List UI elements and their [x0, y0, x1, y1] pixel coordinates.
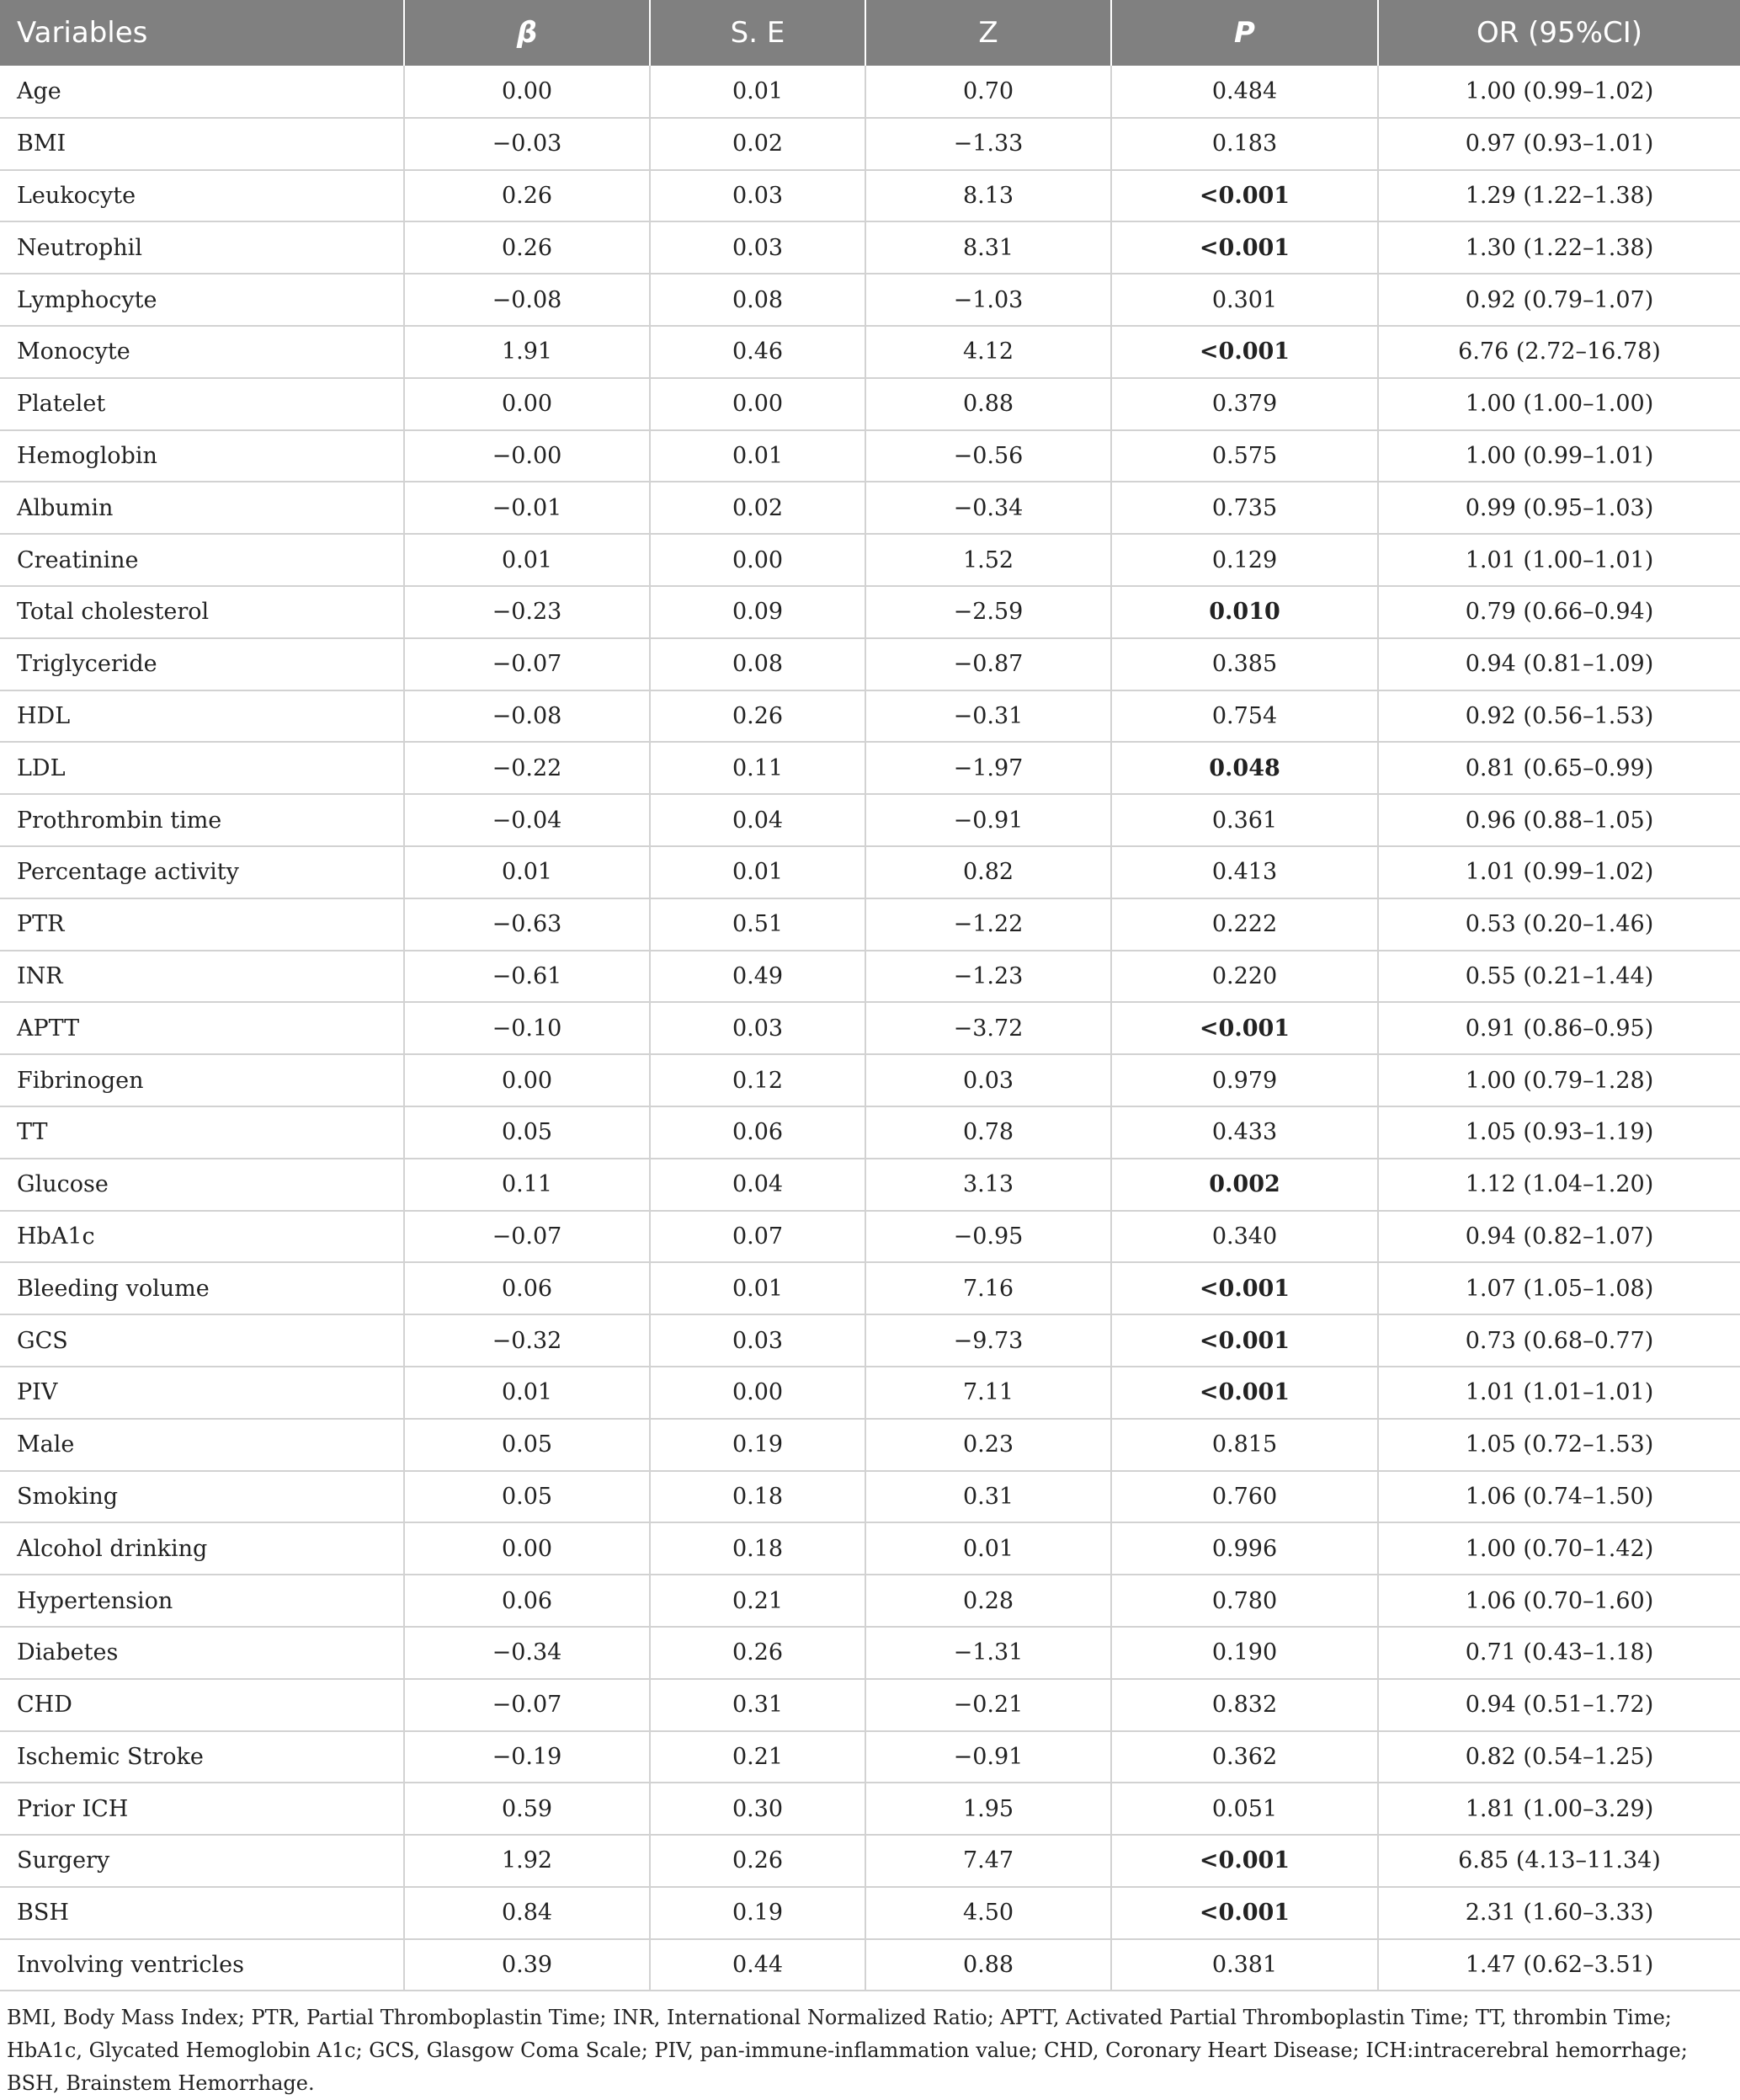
cell-or: 1.05 (0.93–1.19) [1378, 1106, 1740, 1159]
cell-se: 0.07 [650, 1211, 865, 1263]
cell-or: 0.92 (0.56–1.53) [1378, 690, 1740, 743]
table-row [0, 1002, 1740, 1054]
table-row [0, 482, 1740, 534]
cell-se: 0.12 [650, 1054, 865, 1106]
cell-or: 1.06 (0.74–1.50) [1378, 1471, 1740, 1523]
cell-se: 0.26 [650, 690, 865, 743]
cell-variable: PIV [0, 1367, 404, 1419]
cell-or: 1.00 (1.00–1.00) [1378, 378, 1740, 430]
cell-variable: Prior ICH [0, 1783, 404, 1835]
table-row [0, 1471, 1740, 1523]
cell-se: 0.44 [650, 1939, 865, 1991]
cell-se: 0.19 [650, 1419, 865, 1471]
cell-or: 0.73 (0.68–0.77) [1378, 1314, 1740, 1367]
cell-beta: −0.07 [404, 1211, 650, 1263]
cell-p: 0.832 [1111, 1679, 1378, 1731]
cell-z: 0.23 [865, 1419, 1111, 1471]
cell-p: 0.220 [1111, 951, 1378, 1003]
cell-or: 6.76 (2.72–16.78) [1378, 326, 1740, 378]
cell-variable: HDL [0, 690, 404, 743]
cell-variable: HbA1c [0, 1211, 404, 1263]
cell-se: 0.18 [650, 1522, 865, 1575]
cell-p: 0.780 [1111, 1575, 1378, 1627]
cell-or: 0.71 (0.43–1.18) [1378, 1627, 1740, 1679]
cell-or: 1.00 (0.99–1.01) [1378, 430, 1740, 482]
cell-z: 0.78 [865, 1106, 1111, 1159]
cell-p: 0.048 [1111, 742, 1378, 794]
cell-variable: INR [0, 951, 404, 1003]
cell-z: −3.72 [865, 1002, 1111, 1054]
cell-se: 0.51 [650, 898, 865, 951]
cell-p: 0.735 [1111, 482, 1378, 534]
cell-se: 0.02 [650, 118, 865, 170]
cell-z: 7.47 [865, 1835, 1111, 1887]
cell-variable: Total cholesterol [0, 586, 404, 638]
table-row [0, 1835, 1740, 1887]
cell-se: 0.21 [650, 1575, 865, 1627]
header-row [0, 0, 1740, 66]
table-row [0, 846, 1740, 898]
cell-beta: 0.05 [404, 1471, 650, 1523]
cell-or: 1.01 (1.01–1.01) [1378, 1367, 1740, 1419]
cell-z: 4.50 [865, 1887, 1111, 1939]
cell-variable: Neutrophil [0, 221, 404, 274]
table-row [0, 1887, 1740, 1939]
table-row [0, 534, 1740, 586]
cell-beta: 0.39 [404, 1939, 650, 1991]
cell-beta: 0.00 [404, 378, 650, 430]
cell-or: 0.53 (0.20–1.46) [1378, 898, 1740, 951]
cell-beta: 0.00 [404, 1522, 650, 1575]
table-row [0, 1262, 1740, 1314]
cell-p: <0.001 [1111, 170, 1378, 222]
cell-beta: 0.26 [404, 221, 650, 274]
cell-or: 1.12 (1.04–1.20) [1378, 1159, 1740, 1211]
table-row [0, 118, 1740, 170]
cell-z: −9.73 [865, 1314, 1111, 1367]
cell-z: −0.34 [865, 482, 1111, 534]
cell-variable: GCS [0, 1314, 404, 1367]
cell-se: 0.18 [650, 1471, 865, 1523]
cell-p: <0.001 [1111, 1262, 1378, 1314]
cell-or: 6.85 (4.13–11.34) [1378, 1835, 1740, 1887]
cell-se: 0.30 [650, 1783, 865, 1835]
cell-p: 0.362 [1111, 1731, 1378, 1783]
cell-p: 0.190 [1111, 1627, 1378, 1679]
cell-beta: 0.01 [404, 846, 650, 898]
cell-z: 0.88 [865, 1939, 1111, 1991]
header-p: P [1111, 0, 1378, 66]
table-row [0, 1106, 1740, 1159]
cell-p: <0.001 [1111, 1835, 1378, 1887]
table-row [0, 326, 1740, 378]
cell-beta: −0.04 [404, 794, 650, 846]
cell-z: −1.22 [865, 898, 1111, 951]
cell-variable: Triglyceride [0, 638, 404, 690]
cell-z: −0.21 [865, 1679, 1111, 1731]
cell-or: 0.55 (0.21–1.44) [1378, 951, 1740, 1003]
table-row [0, 274, 1740, 326]
table-row [0, 66, 1740, 118]
cell-se: 0.01 [650, 846, 865, 898]
cell-p: <0.001 [1111, 1002, 1378, 1054]
table-row [0, 898, 1740, 951]
cell-or: 0.94 (0.51–1.72) [1378, 1679, 1740, 1731]
table-footnote: BMI, Body Mass Index; PTR, Partial Thromboplastin Time; INR, International Normalized Ratio; APTT, Activated Partial Thromboplastin Time; TT, thrombin Time; HbA1c, Glycated Hemoglobin A1c; GCS, Glasgow Coma Scale; PIV, pan-immune-inflammation value; CHD, Coronary Heart Disease; ICH:intracerebral hemorrhage; BSH, Brainstem Hemorrhage. [7, 2006, 1688, 2096]
cell-beta: −0.08 [404, 690, 650, 743]
cell-p: <0.001 [1111, 221, 1378, 274]
cell-z: −0.91 [865, 1731, 1111, 1783]
cell-z: −0.31 [865, 690, 1111, 743]
table-row [0, 1159, 1740, 1211]
cell-z: −2.59 [865, 586, 1111, 638]
cell-se: 0.26 [650, 1835, 865, 1887]
cell-beta: 0.26 [404, 170, 650, 222]
cell-se: 0.09 [650, 586, 865, 638]
cell-beta: 0.11 [404, 1159, 650, 1211]
cell-se: 0.00 [650, 1367, 865, 1419]
cell-or: 1.06 (0.70–1.60) [1378, 1575, 1740, 1627]
cell-p: 0.379 [1111, 378, 1378, 430]
cell-or: 0.92 (0.79–1.07) [1378, 274, 1740, 326]
cell-beta: 0.00 [404, 66, 650, 118]
header-or: OR (95%CI) [1476, 16, 1643, 50]
table-row [0, 1367, 1740, 1419]
cell-se: 0.01 [650, 66, 865, 118]
cell-z: −1.97 [865, 742, 1111, 794]
cell-p: 0.754 [1111, 690, 1378, 743]
cell-or: 0.99 (0.95–1.03) [1378, 482, 1740, 534]
cell-se: 0.26 [650, 1627, 865, 1679]
cell-beta: 0.84 [404, 1887, 650, 1939]
cell-p: 0.575 [1111, 430, 1378, 482]
table-row [0, 1522, 1740, 1575]
cell-z: −1.31 [865, 1627, 1111, 1679]
cell-or: 0.96 (0.88–1.05) [1378, 794, 1740, 846]
cell-se: 0.11 [650, 742, 865, 794]
cell-variable: Age [0, 66, 404, 118]
table-row [0, 951, 1740, 1003]
cell-variable: TT [0, 1106, 404, 1159]
cell-se: 0.06 [650, 1106, 865, 1159]
cell-beta: −0.63 [404, 898, 650, 951]
cell-p: <0.001 [1111, 1367, 1378, 1419]
cell-z: −0.56 [865, 430, 1111, 482]
cell-z: 1.95 [865, 1783, 1111, 1835]
cell-beta: 1.91 [404, 326, 650, 378]
cell-or: 1.05 (0.72–1.53) [1378, 1419, 1740, 1471]
cell-z: −0.95 [865, 1211, 1111, 1263]
cell-p: 0.381 [1111, 1939, 1378, 1991]
cell-p: 0.183 [1111, 118, 1378, 170]
cell-beta: −0.00 [404, 430, 650, 482]
cell-p: 0.433 [1111, 1106, 1378, 1159]
cell-p: 0.002 [1111, 1159, 1378, 1211]
table-row [0, 378, 1740, 430]
cell-beta: −0.03 [404, 118, 650, 170]
table-row [0, 638, 1740, 690]
cell-p: 0.129 [1111, 534, 1378, 586]
cell-or: 0.81 (0.65–0.99) [1378, 742, 1740, 794]
cell-variable: Surgery [0, 1835, 404, 1887]
table-row [0, 430, 1740, 482]
cell-p: 0.010 [1111, 586, 1378, 638]
cell-variable: Glucose [0, 1159, 404, 1211]
cell-se: 0.49 [650, 951, 865, 1003]
cell-z: 0.70 [865, 66, 1111, 118]
cell-variable: APTT [0, 1002, 404, 1054]
cell-p: 0.484 [1111, 66, 1378, 118]
header-beta: β [404, 0, 650, 66]
cell-variable: Bleeding volume [0, 1262, 404, 1314]
cell-beta: 0.00 [404, 1054, 650, 1106]
cell-or: 1.47 (0.62–3.51) [1378, 1939, 1740, 1991]
cell-se: 0.08 [650, 638, 865, 690]
table-row [0, 1939, 1740, 1991]
cell-beta: −0.61 [404, 951, 650, 1003]
cell-or: 0.79 (0.66–0.94) [1378, 586, 1740, 638]
cell-or: 0.91 (0.86–0.95) [1378, 1002, 1740, 1054]
cell-se: 0.02 [650, 482, 865, 534]
cell-p: <0.001 [1111, 1314, 1378, 1367]
cell-p: 0.340 [1111, 1211, 1378, 1263]
cell-beta: −0.32 [404, 1314, 650, 1367]
cell-se: 0.01 [650, 430, 865, 482]
cell-se: 0.21 [650, 1731, 865, 1783]
cell-z: 4.12 [865, 326, 1111, 378]
cell-or: 1.81 (1.00–3.29) [1378, 1783, 1740, 1835]
cell-or: 0.82 (0.54–1.25) [1378, 1731, 1740, 1783]
cell-se: 0.01 [650, 1262, 865, 1314]
cell-z: −0.91 [865, 794, 1111, 846]
cell-variable: Alcohol drinking [0, 1522, 404, 1575]
cell-se: 0.03 [650, 170, 865, 222]
cell-p: 0.413 [1111, 846, 1378, 898]
cell-p: 0.385 [1111, 638, 1378, 690]
cell-variable: Leukocyte [0, 170, 404, 222]
cell-or: 0.94 (0.81–1.09) [1378, 638, 1740, 690]
cell-p: 0.979 [1111, 1054, 1378, 1106]
cell-or: 1.00 (0.70–1.42) [1378, 1522, 1740, 1575]
cell-variable: BMI [0, 118, 404, 170]
cell-or: 1.01 (1.00–1.01) [1378, 534, 1740, 586]
table-row [0, 690, 1740, 743]
table-row [0, 221, 1740, 274]
cell-variable: Hemoglobin [0, 430, 404, 482]
cell-variable: CHD [0, 1679, 404, 1731]
cell-z: 7.16 [865, 1262, 1111, 1314]
table-row [0, 1211, 1740, 1263]
cell-variable: Albumin [0, 482, 404, 534]
cell-variable: Platelet [0, 378, 404, 430]
cell-variable: Monocyte [0, 326, 404, 378]
cell-se: 0.08 [650, 274, 865, 326]
table-row [0, 1627, 1740, 1679]
table-row [0, 1731, 1740, 1783]
cell-se: 0.04 [650, 794, 865, 846]
table-row [0, 742, 1740, 794]
cell-se: 0.03 [650, 221, 865, 274]
cell-z: 1.52 [865, 534, 1111, 586]
cell-p: 0.760 [1111, 1471, 1378, 1523]
cell-variable: Prothrombin time [0, 794, 404, 846]
cell-beta: 0.01 [404, 1367, 650, 1419]
cell-se: 0.03 [650, 1002, 865, 1054]
cell-beta: 0.01 [404, 534, 650, 586]
cell-z: 3.13 [865, 1159, 1111, 1211]
cell-variable: Involving ventricles [0, 1939, 404, 1991]
table-body [0, 66, 1740, 1991]
cell-z: −1.23 [865, 951, 1111, 1003]
cell-beta: −0.08 [404, 274, 650, 326]
cell-variable: Smoking [0, 1471, 404, 1523]
cell-beta: −0.07 [404, 1679, 650, 1731]
cell-z: 0.31 [865, 1471, 1111, 1523]
header-z: Z [865, 0, 1111, 66]
cell-se: 0.03 [650, 1314, 865, 1367]
cell-or: 1.29 (1.22–1.38) [1378, 170, 1740, 222]
table-row [0, 1054, 1740, 1106]
cell-z: 0.28 [865, 1575, 1111, 1627]
table-header [0, 0, 1740, 66]
cell-variable: Creatinine [0, 534, 404, 586]
cell-p: 0.051 [1111, 1783, 1378, 1835]
cell-beta: −0.10 [404, 1002, 650, 1054]
cell-se: 0.04 [650, 1159, 865, 1211]
cell-z: 0.82 [865, 846, 1111, 898]
cell-variable: BSH [0, 1887, 404, 1939]
cell-p: 0.815 [1111, 1419, 1378, 1471]
table-row [0, 1575, 1740, 1627]
cell-variable: LDL [0, 742, 404, 794]
cell-or: 0.97 (0.93–1.01) [1378, 118, 1740, 170]
cell-z: 0.01 [865, 1522, 1111, 1575]
header-se: S. E [650, 0, 865, 66]
cell-beta: −0.34 [404, 1627, 650, 1679]
cell-z: 8.31 [865, 221, 1111, 274]
cell-variable: Hypertension [0, 1575, 404, 1627]
cell-z: 8.13 [865, 170, 1111, 222]
cell-p: 0.361 [1111, 794, 1378, 846]
cell-or: 0.94 (0.82–1.07) [1378, 1211, 1740, 1263]
cell-beta: 1.92 [404, 1835, 650, 1887]
cell-beta: −0.22 [404, 742, 650, 794]
cell-beta: 0.06 [404, 1262, 650, 1314]
cell-variable: Male [0, 1419, 404, 1471]
cell-z: −1.33 [865, 118, 1111, 170]
table-row [0, 1419, 1740, 1471]
cell-beta: 0.59 [404, 1783, 650, 1835]
cell-variable: Lymphocyte [0, 274, 404, 326]
cell-beta: −0.01 [404, 482, 650, 534]
table-row [0, 1783, 1740, 1835]
cell-beta: −0.23 [404, 586, 650, 638]
cell-beta: 0.05 [404, 1419, 650, 1471]
cell-se: 0.19 [650, 1887, 865, 1939]
cell-or: 1.01 (0.99–1.02) [1378, 846, 1740, 898]
cell-p: 0.996 [1111, 1522, 1378, 1575]
cell-variable: PTR [0, 898, 404, 951]
cell-z: −0.87 [865, 638, 1111, 690]
cell-beta: 0.06 [404, 1575, 650, 1627]
cell-or: 1.30 (1.22–1.38) [1378, 221, 1740, 274]
cell-variable: Diabetes [0, 1627, 404, 1679]
cell-variable: Fibrinogen [0, 1054, 404, 1106]
table-row [0, 170, 1740, 222]
cell-se: 0.46 [650, 326, 865, 378]
cell-variable: Percentage activity [0, 846, 404, 898]
cell-or: 1.00 (0.99–1.02) [1378, 66, 1740, 118]
table-row [0, 1314, 1740, 1367]
cell-p: 0.301 [1111, 274, 1378, 326]
cell-p: <0.001 [1111, 1887, 1378, 1939]
table-row [0, 794, 1740, 846]
table-row [0, 586, 1740, 638]
cell-z: −1.03 [865, 274, 1111, 326]
cell-or: 1.07 (1.05–1.08) [1378, 1262, 1740, 1314]
cell-or: 1.00 (0.79–1.28) [1378, 1054, 1740, 1106]
cell-se: 0.00 [650, 378, 865, 430]
cell-variable: Ischemic Stroke [0, 1731, 404, 1783]
cell-se: 0.00 [650, 534, 865, 586]
header-variables: Variables [0, 0, 404, 66]
cell-p: <0.001 [1111, 326, 1378, 378]
cell-se: 0.31 [650, 1679, 865, 1731]
cell-beta: −0.19 [404, 1731, 650, 1783]
cell-beta: 0.05 [404, 1106, 650, 1159]
cell-p: 0.222 [1111, 898, 1378, 951]
cell-z: 7.11 [865, 1367, 1111, 1419]
cell-z: 0.88 [865, 378, 1111, 430]
table-row [0, 1679, 1740, 1731]
cell-or: 2.31 (1.60–3.33) [1378, 1887, 1740, 1939]
cell-beta: −0.07 [404, 638, 650, 690]
cell-z: 0.03 [865, 1054, 1111, 1106]
